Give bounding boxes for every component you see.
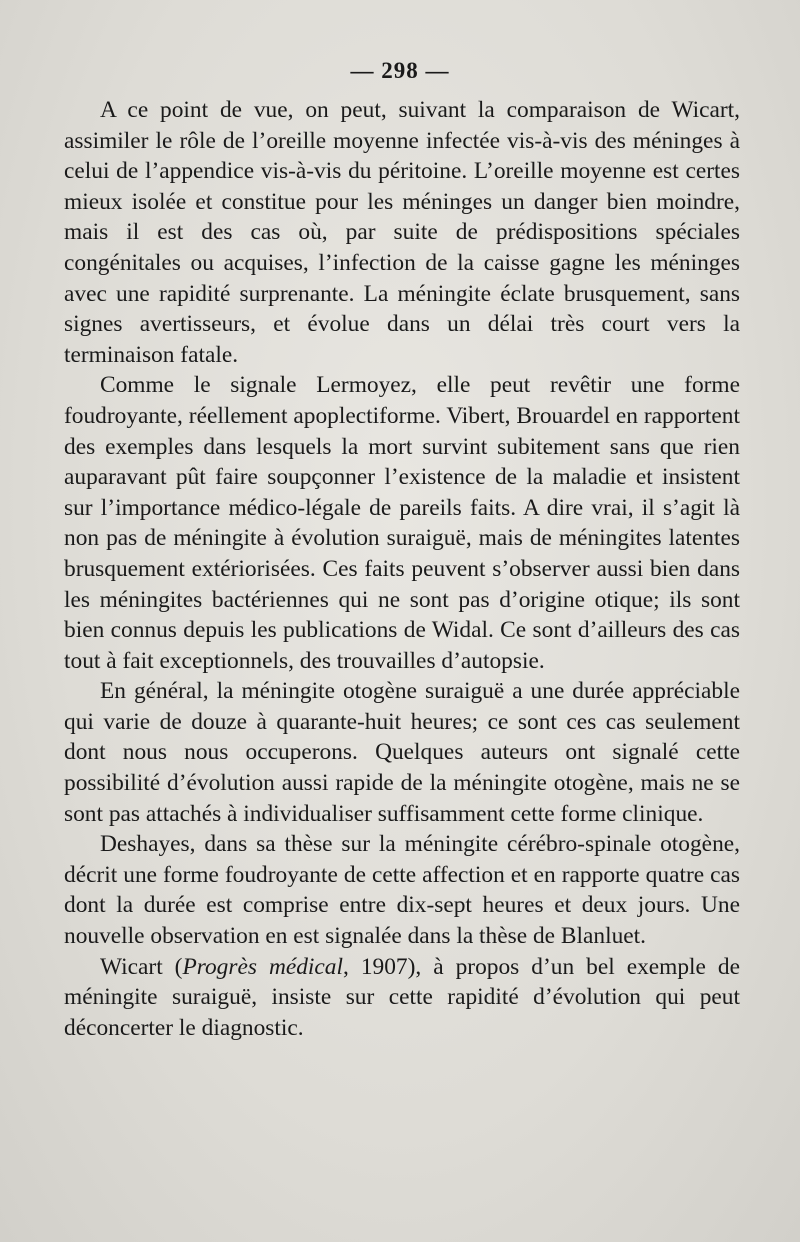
paragraph-2: Comme le signale Lermoyez, elle peut revêtir une forme foudroyante, réellement apoplectiforme. Vibert, Brouardel en rapportent des exemples dans lesquels la mort survint subitement sans que rien auparavant pût faire soupçonner l’existence de la maladie et insistent sur l’importance médico-légale de pareils faits. A dire vrai, il s’agit là non pas de méningite à évolution suraiguë, mais de méningites latentes brusquement extériorisées. Ces faits peuvent s’observer aussi bien dans les méningites bactériennes qui ne sont pas d’origine otique; ils sont bien connus depuis les publications de Widal. Ce sont d’ailleurs des cas tout à fait exceptionnels, des trouvailles d’autopsie. xyxy=(64,372,740,674)
paragraph-5-start: Wicart ( xyxy=(100,953,183,980)
body-text xyxy=(64,95,740,1043)
paragraph-5-end: , 1907), à propos d’un bel exemple de méningite suraiguë, insiste sur cette rapidité d’évolution qui peut déconcerter le diagnostic. xyxy=(64,953,740,1041)
paragraph-3: En général, la méningite otogène suraiguë a une durée appréciable qui varie de douze à quarante-huit heures; ce sont ces cas seulement dont nous nous occuperons. Quelques auteurs ont signalé cette possibilité d’évolution aussi rapide de la méningite otogène, mais ne se sont pas attachés à individualiser suffisamment cette forme clinique. xyxy=(64,678,740,827)
paragraph-4: Deshayes, dans sa thèse sur la méningite cérébro-spinale otogène, décrit une forme foudroyante de cette affection et en rapporte quatre cas dont la durée est comprise entre dix-sept heures et deux jours. Une nouvelle observation en est signalée dans la thèse de Blanluet. xyxy=(64,831,740,950)
page-number: — 298 — xyxy=(350,58,450,83)
paragraph-1: A ce point de vue, on peut, suivant la comparaison de Wicart, assimiler le rôle de l’oreille moyenne infectée vis-à-vis des méninges à celui de l’appendice vis-à-vis du péritoine. L’oreille moyenne est certes mieux isolée et constitue pour les méninges un danger bien moindre, mais il est des cas où, par suite de prédispositions spéciales congénitales ou acquises, l’infection de la caisse gagne les méninges avec une rapidité surprenante. La méningite éclate brusquement, sans signes avertisseurs, et évolue dans un délai très court vers la terminaison fatale. xyxy=(64,97,740,368)
journal-title: Progrès médical xyxy=(182,953,343,980)
paragraph-5 xyxy=(64,952,740,1044)
